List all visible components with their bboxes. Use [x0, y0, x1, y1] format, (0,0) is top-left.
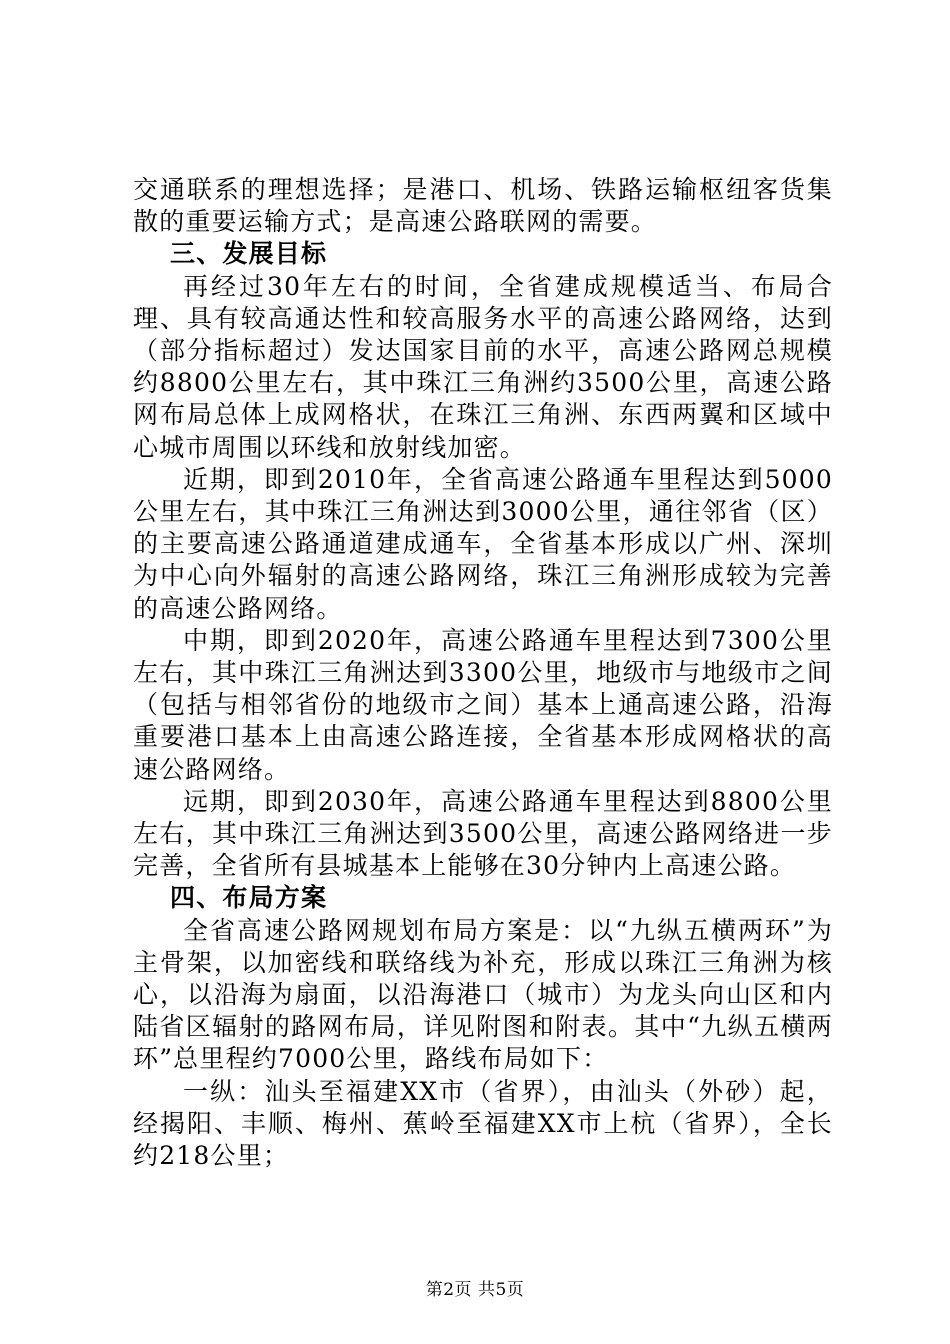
- section-heading: 四、布局方案: [170, 883, 328, 913]
- paragraph: 一纵：汕头至福建XX市（省界），由汕头（外砂）起，经揭阳、丰顺、梅州、蕉岭至福建XX市上杭（省界），全长约218公里；: [133, 1076, 833, 1171]
- paragraph: 再经过30年左右的时间，全省建成规模适当、布局合理、具有较高通达性和较高服务水平的高速公路网络，达到（部分指标超过）发达国家目前的水平，高速公路网总规模约8800公里左右，其中珠江三角洲约3500公里，高速公路网布局总体上成网格状，在珠江三角洲、东西两翼和区域中心城市周围以环线和放射线加密。: [133, 271, 833, 462]
- paragraph: 交通联系的理想选择；是港口、机场、铁路运输枢纽客货集散的重要运输方式；是高速公路联网的需要。: [133, 175, 833, 237]
- page-number-footer: 第2页 共5页: [425, 1280, 525, 1300]
- paragraph: 近期，即到2010年，全省高速公路通车里程达到5000公里左右，其中珠江三角洲达到3000公里，通往邻省（区）的主要高速公路通道建成通车，全省基本形成以广州、深圳为中心向外辐射的高速公路网络，珠江三角洲形成较为完善的高速公路网络。: [133, 464, 833, 623]
- section-heading: 三、发展目标: [170, 239, 328, 269]
- paragraph: 远期，即到2030年，高速公路通车里程达到8800公里左右，其中珠江三角洲达到3500公里，高速公路网络进一步完善，全省所有县城基本上能够在30分钟内上高速公路。: [133, 786, 833, 881]
- paragraph: 中期，即到2020年，高速公路通车里程达到7300公里左右，其中珠江三角洲达到3300公里，地级市与地级市之间（包括与相邻省份的地级市之间）基本上通高速公路，沿海重要港口基本上由高速公路连接，全省基本形成网格状的高速公路网络。: [133, 625, 833, 784]
- document-body: [133, 174, 833, 1172]
- paragraph: 全省高速公路网规划布局方案是：以“九纵五横两环”为主骨架，以加密线和联络线为补充，形成以珠江三角洲为核心，以沿海为扇面，以沿海港口（城市）为龙头向山区和内陆省区辐射的路网布局，详见附图和附表。其中“九纵五横两环”总里程约7000公里，路线布局如下：: [133, 915, 833, 1074]
